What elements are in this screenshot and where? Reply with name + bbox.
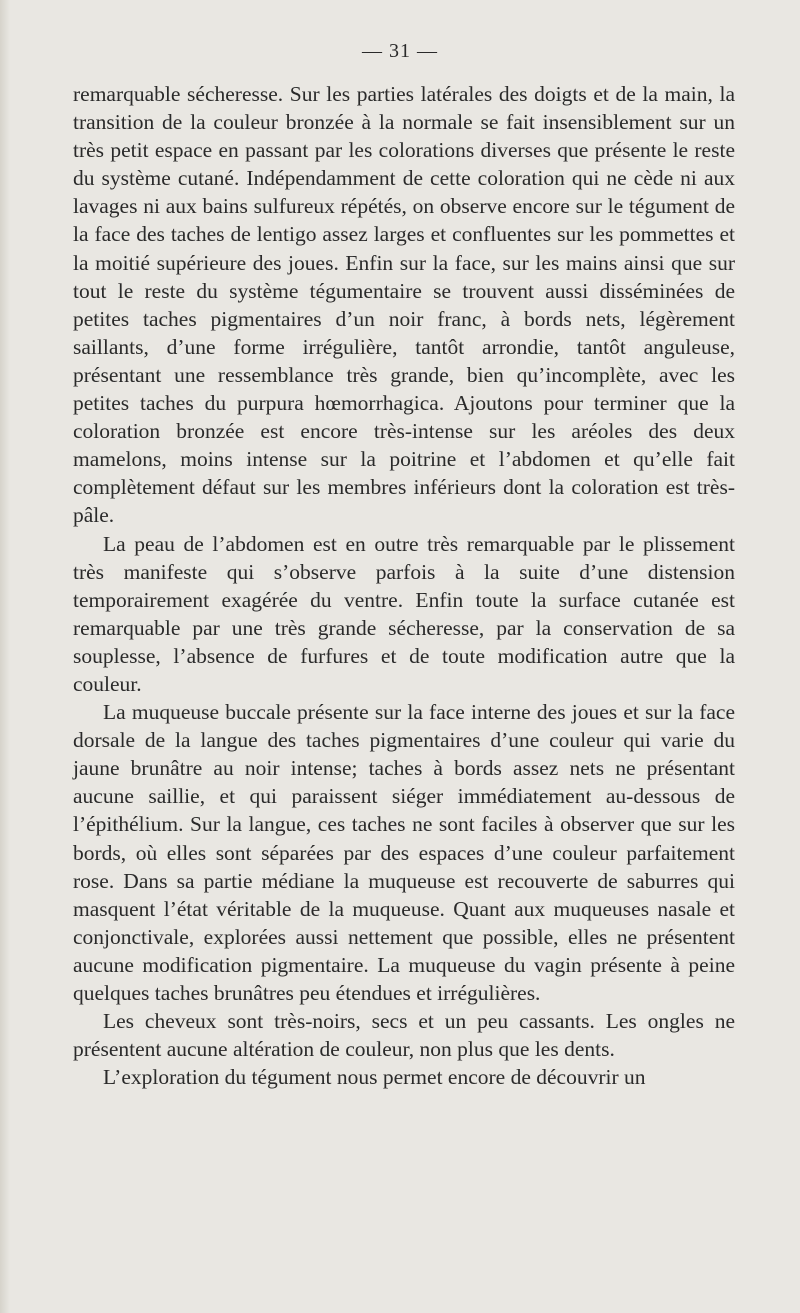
page-number: — 31 —	[362, 40, 438, 62]
paragraph-hair-nails: Les cheveux sont très-noirs, secs et un peu cassants. Les ongles ne présentent aucune altération de couleur, non plus que les dents.	[73, 1009, 735, 1062]
page-body-text	[73, 80, 735, 1091]
paragraph-exploration: L’exploration du tégument nous permet encore de découvrir un	[103, 1065, 646, 1090]
page-spine-shadow	[0, 0, 10, 1313]
paragraph-oral-mucosa: La muqueuse buccale présente sur la face interne des joues et sur la face dorsale de la langue des taches pigmentaires d’une couleur qui varie du jaune brunâtre au noir intense; taches à bords assez nets ne présentant aucune saillie, et qui paraissent siéger immédiatement au-dessous de l’épithélium. Sur la langue, ces taches ne sont faciles à observer que sur les bords, où elles sont séparées par des espaces d’une couleur parfaitement rose. Dans sa partie médiane la muqueuse est recouverte de saburres qui masquent l’état véritable de la muqueuse. Quant aux muqueuses nasale et conjonctivale, explorées aussi nettement que possible, elles ne présentent aucune modification pigmentaire. La muqueuse du vagin présente à peine quelques taches brunâtres peu étendues et irrégulières.	[73, 700, 735, 1005]
paragraph-continuation: remarquable sécheresse. Sur les parties latérales des doigts et de la main, la transition de la couleur bronzée à la normale se fait insensiblement sur un très petit espace en passant par les colorations diverses que présente le reste du système cutané. Indépendamment de cette coloration qui ne cède ni aux lavages ni aux bains sulfureux répétés, on observe encore sur le tégument de la face des taches de lentigo assez larges et confluentes sur les pommettes et la moitié supérieure des joues. Enfin sur la face, sur les mains ainsi que sur tout le reste du système tégumentaire se trouvent aussi disséminées de petites taches pigmentaires d’un noir franc, à bords nets, légèrement saillants, d’une forme irrégulière, tantôt arrondie, tantôt anguleuse, présentant une ressemblance très grande, bien qu’incomplète, avec les petites taches du purpura hœmorrhagica. Ajoutons pour terminer que la coloration bronzée est encore très-intense sur les aréoles des deux mamelons, moins intense sur la poitrine et l’abdomen et qu’elle fait complètement défaut sur les membres inférieurs dont la coloration est très-pâle.	[73, 82, 735, 528]
paragraph-abdomen-skin: La peau de l’abdomen est en outre très remarquable par le plissement très manifeste qui s’observe parfois à la suite d’une distension temporairement exagérée du ventre. Enfin toute la surface cutanée est remarquable par une très grande sécheresse, par la conservation de sa souplesse, l’absence de furfures et de toute modification autre que la couleur.	[73, 531, 735, 696]
